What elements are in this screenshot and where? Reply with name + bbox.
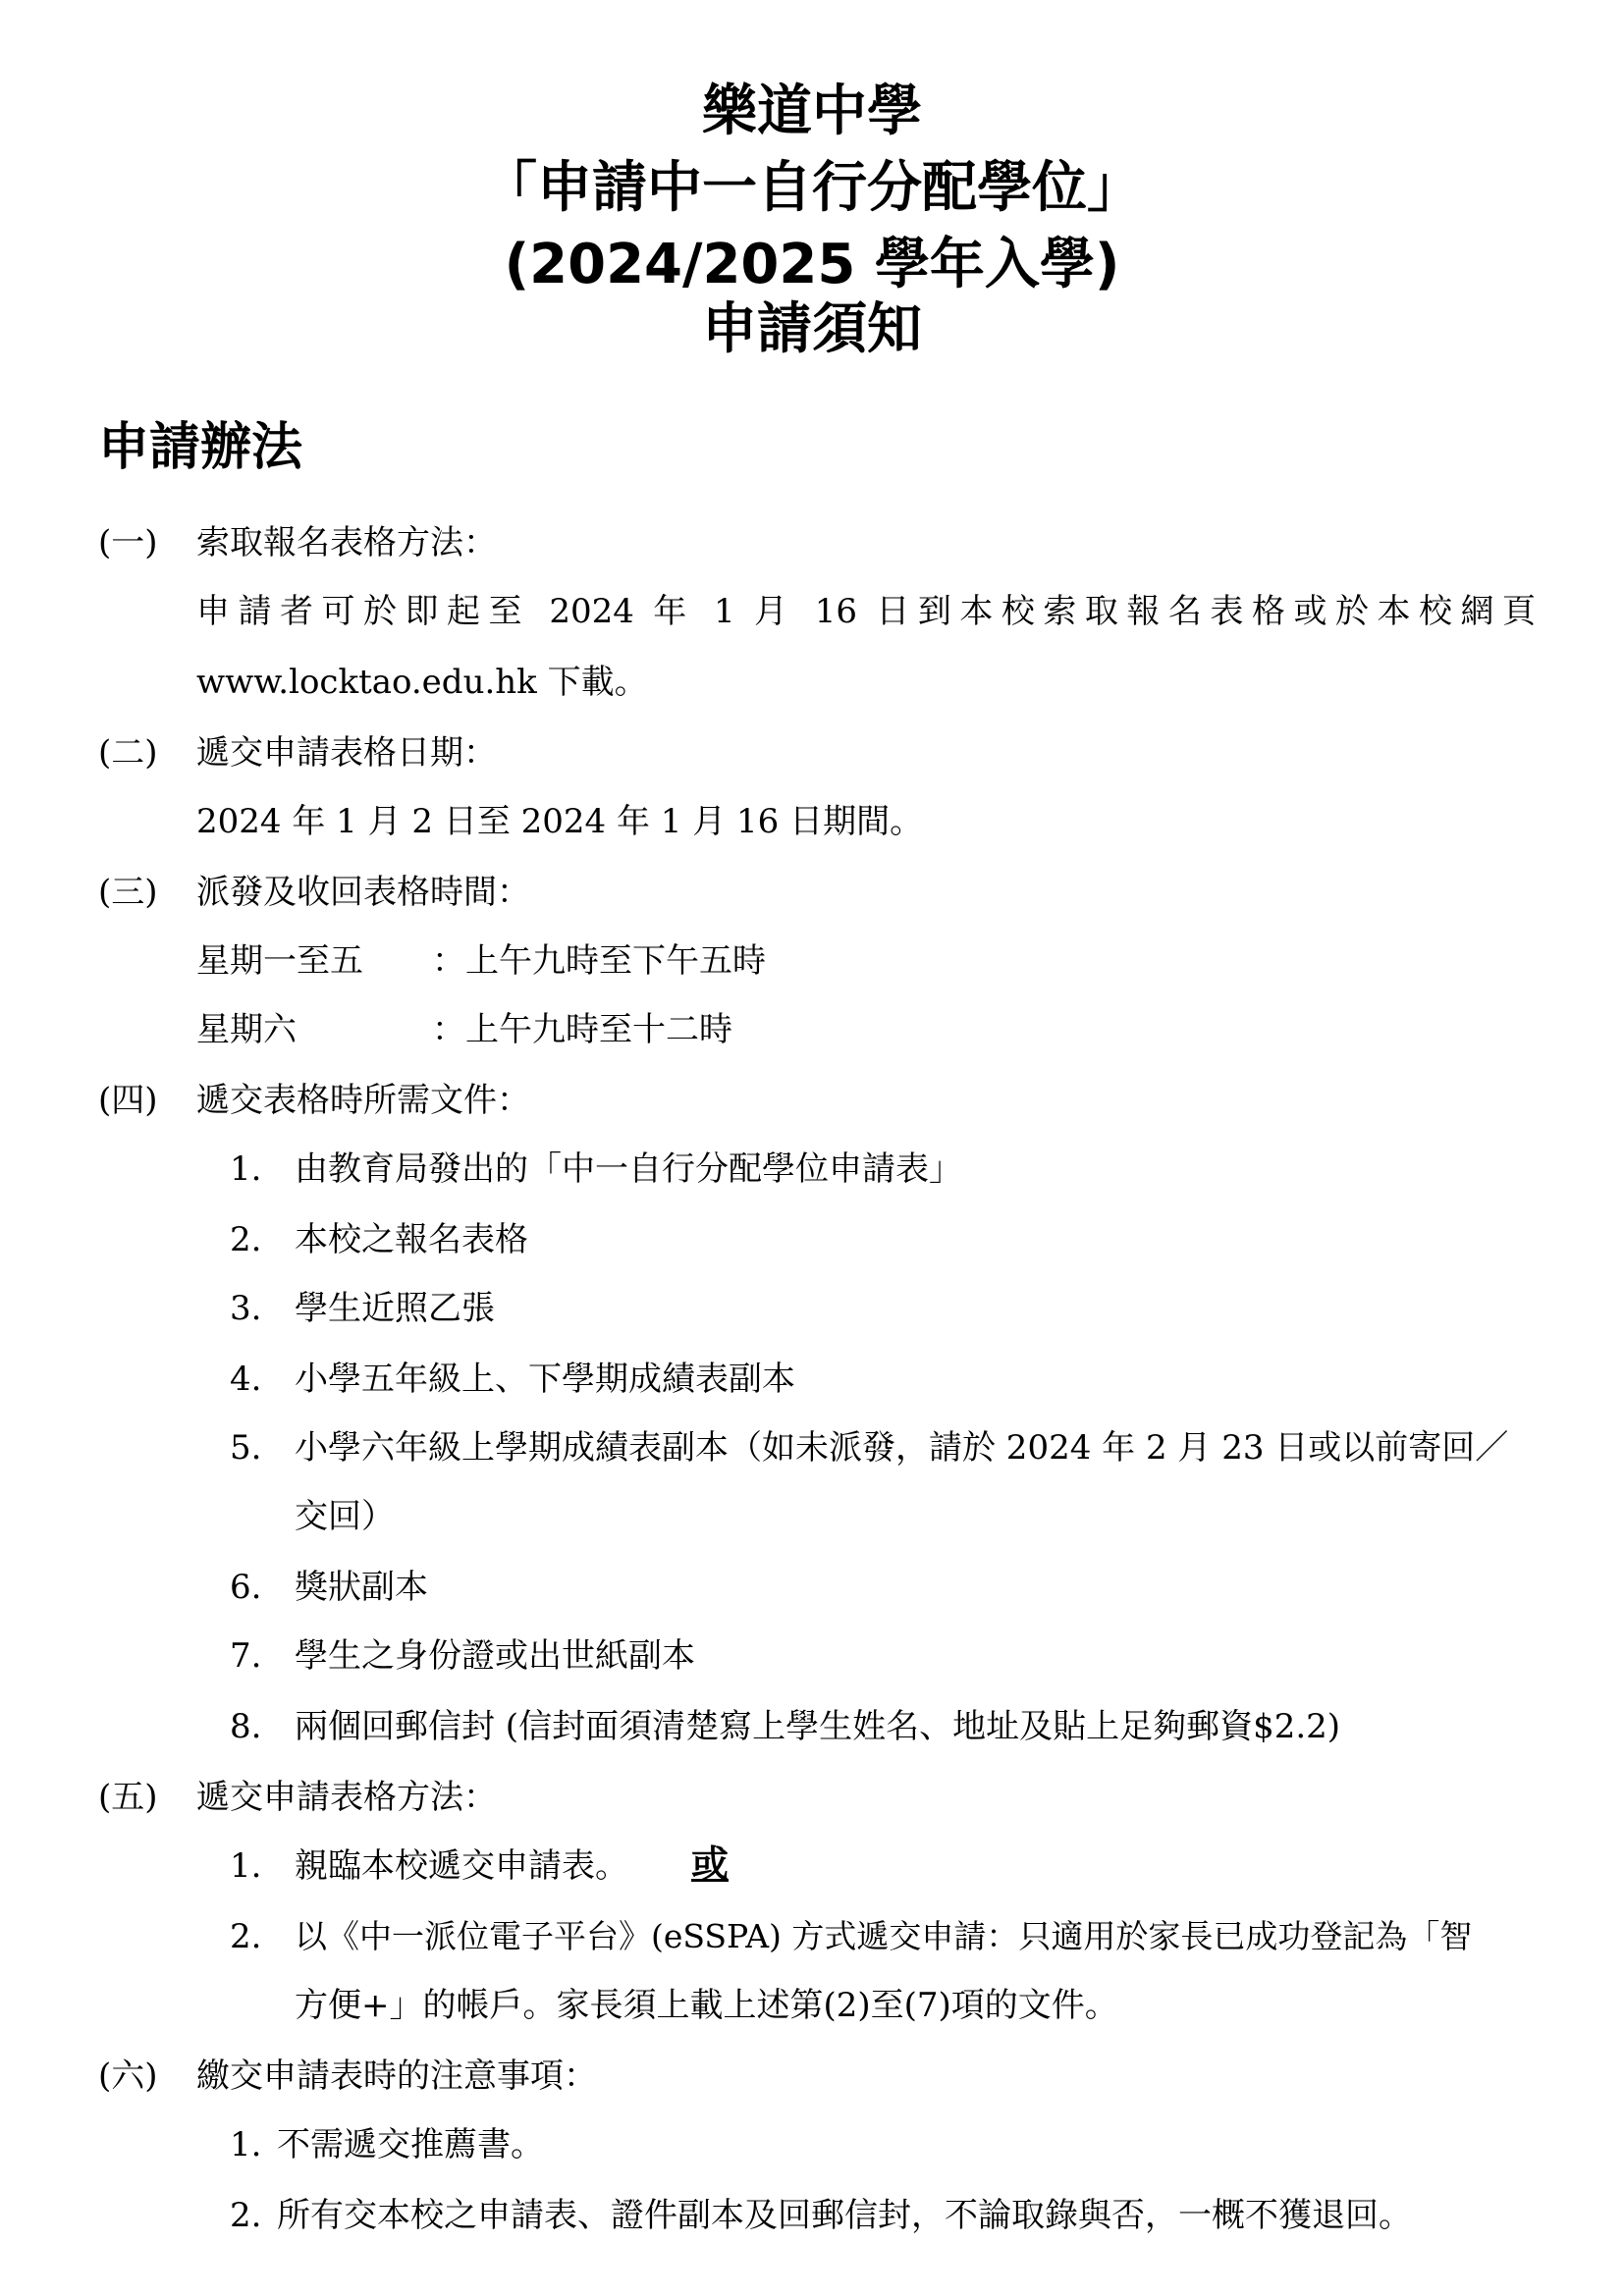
list-item-number: 5. [230,1428,262,1468]
section-body: 申請者可於即起至 2024 年 1 月 16 日到本校索取報名表格或於本校網頁 [196,592,1536,631]
list-item: 由教育局發出的「中一自行分配學位申請表」 [295,1149,962,1189]
or-emphasis: 或 [691,1842,730,1886]
list-item-number: 3. [230,1289,262,1328]
list-item-number: 2. [230,2196,262,2235]
document-subtitle: 申請須知 [702,297,922,361]
list-item-number: 7. [230,1636,262,1676]
schedule-time: ：上午九時至下午五時 [432,941,766,981]
list-item-number: 2. [230,1917,262,1956]
section-body: www.locktao.edu.hk 下載。 [196,663,648,702]
section-number: (五) [98,1778,158,1817]
list-item-continuation: 交回） [295,1497,395,1536]
list-item-number: 1. [230,2125,262,2164]
list-item-number: 1. [230,1149,262,1189]
list-item-number: 1. [230,1846,262,1886]
section-number: (四) [98,1081,158,1120]
list-item: 小學五年級上、下學期成績表副本 [295,1360,795,1399]
list-item: 獎狀副本 [295,1568,428,1607]
list-item-number: 4. [230,1360,262,1399]
list-item-number: 6. [230,1568,262,1607]
section-number: (六) [98,2056,158,2096]
section-label: 索取報名表格方法： [196,523,497,562]
list-item-number: 2. [230,1220,262,1259]
section-number: (二) [98,733,158,773]
academic-year: (2024/2025 學年入學) [504,233,1120,296]
document-title: 「申請中一自行分配學位」 [482,156,1142,220]
list-item-number: 8. [230,1707,262,1746]
schedule-time: ：上午九時至十二時 [432,1010,732,1049]
section-label: 遞交表格時所需文件： [196,1081,530,1120]
section-label: 遞交申請表格方法： [196,1778,497,1817]
list-item: 兩個回郵信封 (信封面須清楚寫上學生姓名、地址及貼上足夠郵資$2.2) [295,1707,1341,1746]
section-number: (三) [98,873,158,912]
list-item: 學生近照乙張 [295,1289,495,1328]
section-body: 2024 年 1 月 2 日至 2024 年 1 月 16 日期間。 [196,802,924,841]
section-heading: 申請辦法 [98,418,303,477]
schedule-day: 星期一至五 [196,941,363,981]
section-label: 繳交申請表時的注意事項： [196,2056,597,2096]
list-item: 學生之身份證或出世紙副本 [295,1636,695,1676]
section-label: 遞交申請表格日期： [196,733,497,773]
school-name: 樂道中學 [702,80,922,143]
list-item-continuation: 方便+」的帳戶。家長須上載上述第(2)至(7)項的文件。 [295,1986,1118,2025]
list-item: 不需遞交推薦書。 [277,2125,544,2164]
list-item: 本校之報名表格 [295,1220,528,1259]
schedule-day: 星期六 [196,1010,297,1049]
list-item: 以《中一派位電子平台》(eSSPA) 方式遞交申請：只適用於家長已成功登記為「智 [295,1917,1473,1955]
list-item: 親臨本校遞交申請表。 [295,1846,628,1886]
section-number: (一) [98,523,158,562]
list-item: 小學六年級上學期成績表副本（如未派發，請於 2024 年 2 月 23 日或以前寄回／ [295,1428,1509,1468]
section-label: 派發及收回表格時間： [196,873,530,912]
list-item: 所有交本校之申請表、證件副本及回郵信封，不論取錄與否，一概不獲退回。 [277,2196,1412,2235]
